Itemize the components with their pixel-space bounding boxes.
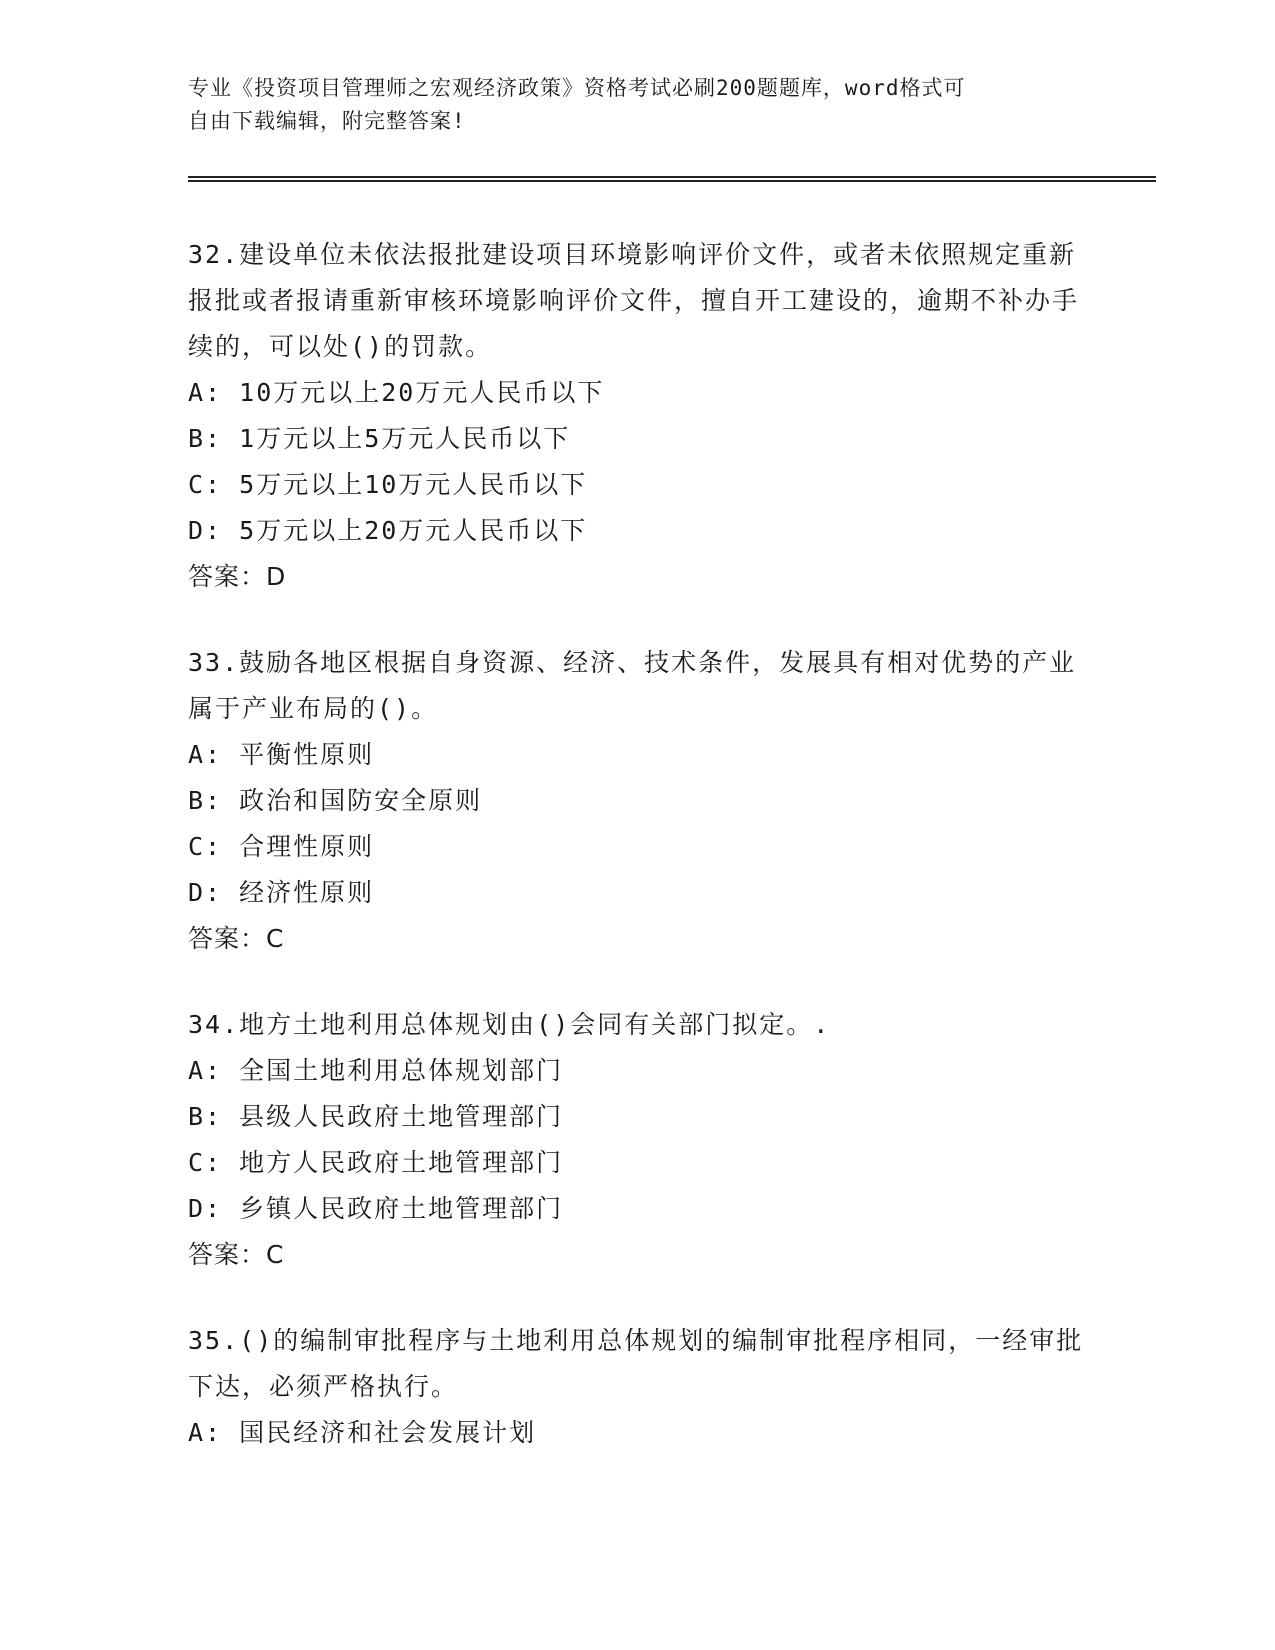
- question-text: 35.()的编制审批程序与土地利用总体规划的编制审批程序相同，一经审批下达，必须严格执行。: [188, 1326, 1084, 1401]
- option-a: A: 平衡性原则: [188, 740, 375, 769]
- option-d: D: 经济性原则: [188, 878, 375, 907]
- question-text: 34.地方土地利用总体规划由()会同有关部门拟定。.: [188, 1010, 831, 1039]
- option-c: C: 地方人民政府土地管理部门: [188, 1148, 564, 1177]
- option-d: D: 乡镇人民政府土地管理部门: [188, 1194, 564, 1223]
- question-35: [188, 1318, 1088, 1456]
- option-c: C: 合理性原则: [188, 832, 375, 861]
- option-d: D: 5万元以上20万元人民币以下: [188, 516, 588, 545]
- header-line-2: 自由下载编辑，附完整答案!: [188, 109, 466, 133]
- header-divider: [188, 176, 1156, 182]
- option-b: B: 政治和国防安全原则: [188, 786, 483, 815]
- question-33: [188, 640, 1088, 962]
- answer-label: 答案：C: [188, 924, 285, 953]
- question-32: [188, 232, 1088, 600]
- option-c: C: 5万元以上10万元人民币以下: [188, 470, 588, 499]
- document-header: [188, 72, 1088, 138]
- answer-label: 答案：C: [188, 1240, 285, 1269]
- option-a: A: 国民经济和社会发展计划: [188, 1418, 537, 1447]
- question-text: 33.鼓励各地区根据自身资源、经济、技术条件，发展具有相对优势的产业属于产业布局的()。: [188, 648, 1077, 723]
- header-line-1: 专业《投资项目管理师之宏观经济政策》资格考试必刷200题题库，word格式可: [188, 76, 966, 100]
- question-list: [188, 232, 1088, 1496]
- question-text: 32.建设单位未依法报批建设项目环境影响评价文件，或者未依照规定重新报批或者报请重新审核环境影响评价文件，擅自开工建设的，逾期不补办手续的，可以处()的罚款。: [188, 240, 1080, 361]
- answer-label: 答案：D: [188, 562, 287, 591]
- question-34: [188, 1002, 1088, 1278]
- option-b: B: 1万元以上5万元人民币以下: [188, 424, 571, 453]
- option-a: A: 全国土地利用总体规划部门: [188, 1056, 564, 1085]
- option-b: B: 县级人民政府土地管理部门: [188, 1102, 564, 1131]
- option-a: A: 10万元以上20万元人民币以下: [188, 378, 605, 407]
